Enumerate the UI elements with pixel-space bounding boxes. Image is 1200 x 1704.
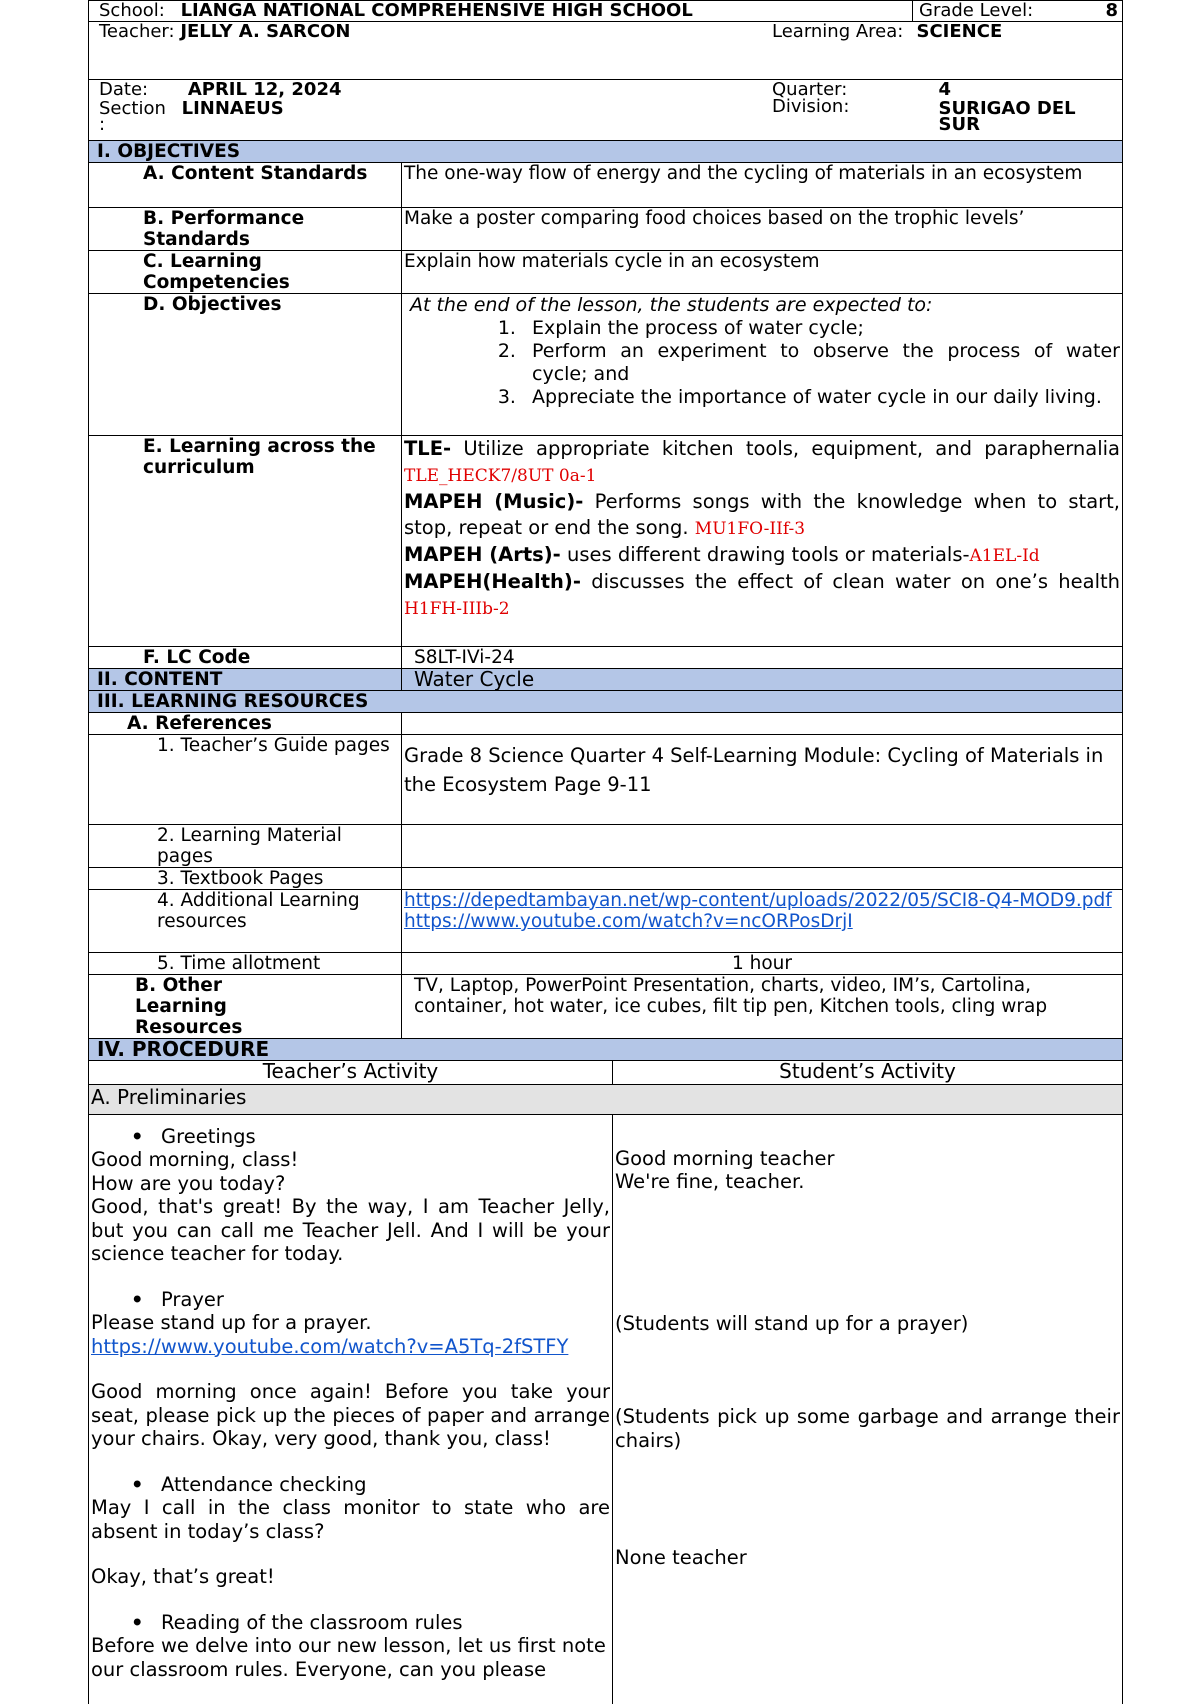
across-code: H1FH-IIIb-2 [404, 599, 510, 619]
across-subject: TLE- [404, 437, 452, 460]
across-code: TLE_HECK7/8UT 0a-1 [404, 466, 597, 486]
across-health [404, 569, 1120, 622]
across-subject: MAPEH (Music)- [404, 490, 584, 513]
lesson-plan-table [88, 0, 1123, 1061]
across-text: discusses the effect of clean water on one’s health [580, 570, 1120, 593]
across-subject: MAPEH (Arts)- [404, 543, 561, 566]
other-resources-label [89, 975, 402, 1039]
objective-item: 3. Appreciate the importance of water cycle in our daily living. [522, 386, 1120, 409]
prayer-video-link[interactable]: https://www.youtube.com/watch?v=A5Tq-2fSTFY [91, 1334, 569, 1358]
content-value: Water Cycle [402, 669, 1123, 691]
across-code: MU1FO-IIf-3 [694, 519, 806, 539]
division-cell [913, 101, 1123, 141]
attendance-line: May I call in the class monitor to state who are absent in today’s class? [91, 1496, 610, 1543]
teacher-name: JELLY A. SARCON [180, 21, 351, 42]
date-value: APRIL 12, 2024 [187, 79, 342, 100]
lc-code-label: F. LC Code [89, 647, 402, 669]
student-response: (Students pick up some garbage and arrange their chairs) [615, 1405, 1120, 1452]
greet-line: Good morning, class! [91, 1148, 299, 1171]
school-cell [89, 1, 913, 22]
resources-heading: III. LEARNING RESOURCES [89, 691, 1123, 713]
across-text: Performs songs with the knowledge when to start, stop, repeat or end the song. [404, 490, 1121, 539]
teachers-guide-value: Grade 8 Science Quarter 4 Self-Learning Module: Cycling of Materials in the Ecosystem Page 9-11 [402, 735, 1123, 825]
learning-competencies-label: C. Learning Competencies [89, 251, 402, 294]
objective-item: 2. Perform an experiment to observe the process of water cycle; and [522, 340, 1120, 386]
objectives-value [402, 294, 1123, 436]
section-label: Section [99, 100, 166, 119]
area-label: Learning Area: [772, 21, 904, 42]
objectives-intro: At the end of the lesson, the students are expected to: [410, 294, 933, 316]
greetings-item: • Greetings [91, 1125, 610, 1149]
across-code: A1EL-Id [969, 546, 1040, 566]
teacher-cell [89, 22, 913, 80]
student-response: We're fine, teacher. [615, 1170, 805, 1193]
area-cell [913, 22, 1123, 80]
area-value: SCIENCE [916, 21, 1003, 42]
procedure-heading: IV. PROCEDURE [89, 1039, 1123, 1061]
performance-standards-value: Make a poster comparing food choices based on the trophic levels’ [402, 208, 1123, 251]
greet-line: How are you today? [91, 1171, 286, 1195]
grade-value: 8 [1105, 0, 1118, 21]
quarter-value: 4 [938, 79, 952, 100]
section-colon: : [99, 113, 106, 135]
quarter-label: Quarter: [772, 79, 848, 100]
teacher-activity-heading: Teacher’s Activity [89, 1061, 613, 1084]
across-music [404, 489, 1120, 542]
learning-across-value [402, 436, 1123, 647]
time-allotment-label: 5. Time allotment [89, 953, 402, 975]
quarter-cell [913, 80, 1123, 101]
other-resources-value: TV, Laptop, PowerPoint Presentation, charts, video, IM’s, Cartolina, container, hot water, ice cubes, filt tip pen, Kitchen tools, cling wrap [402, 975, 1123, 1039]
references-label: A. References [89, 713, 402, 735]
learning-material-value [402, 825, 1123, 868]
section-cell [89, 96, 913, 141]
learning-material-label: 2. Learning Material pages [89, 825, 402, 868]
section-value: LINNAEUS [181, 100, 284, 119]
school-label: School: [99, 0, 165, 21]
additional-resources-label: 4. Additional Learning resources [89, 890, 402, 953]
additional-resources-value [402, 890, 1123, 953]
student-response: (Students will stand up for a prayer) [615, 1311, 969, 1335]
lesson-plan-page [88, 0, 1122, 1704]
prayer-line: Please stand up for a prayer. [91, 1311, 372, 1334]
across-subject: MAPEH(Health)- [404, 570, 581, 593]
student-activity-heading: Student’s Activity [613, 1061, 1123, 1084]
student-response: Good morning teacher [615, 1146, 835, 1170]
procedure-table [88, 1061, 1123, 1704]
student-activity-column [613, 1114, 1123, 1704]
time-allotment-value: 1 hour [402, 953, 1123, 975]
grade-label: Grade Level: [919, 0, 1034, 21]
across-tle [404, 436, 1120, 489]
learning-across-label: E. Learning across the curriculum [89, 436, 402, 647]
across-text: Utilize appropriate kitchen tools, equipment, and paraphernalia [451, 437, 1120, 460]
date-label: Date: [99, 79, 149, 100]
references-value [402, 713, 1123, 735]
greet-line: Good, that's great! By the way, I am Teacher Jelly, but you can call me Teacher Jell. And I will be your science teacher for today. [91, 1195, 610, 1265]
teachers-guide-label: 1. Teacher’s Guide pages [89, 735, 402, 825]
attendance-item: • Attendance checking [91, 1473, 610, 1497]
across-arts [404, 542, 1120, 569]
school-name: LIANGA NATIONAL COMPREHENSIVE HIGH SCHOOL [180, 0, 693, 21]
resource-link-module[interactable]: https://depedtambayan.net/wp-content/uploads/2022/05/SCI8-Q4-MOD9.pdf [404, 890, 1112, 911]
content-heading: II. CONTENT [89, 669, 402, 691]
content-standards-label: A. Content Standards [89, 163, 402, 208]
resource-link-video[interactable]: https://www.youtube.com/watch?v=ncORPosDrjI [404, 911, 853, 932]
lc-code-value: S8LT-IVi-24 [402, 647, 1123, 669]
objectives-label: D. Objectives [89, 294, 402, 436]
content-standards-value: The one-way flow of energy and the cycling of materials in an ecosystem [402, 163, 1123, 208]
textbook-value [402, 868, 1123, 890]
objectives-heading: I. OBJECTIVES [89, 141, 1123, 163]
teacher-label: Teacher: [99, 21, 175, 42]
student-response: None teacher [615, 1546, 747, 1569]
performance-standards-label: B. Performance Standards [89, 208, 402, 251]
grade-cell [913, 1, 1123, 22]
division-label: Division: [772, 96, 850, 117]
learning-competencies-value: Explain how materials cycle in an ecosystem [402, 251, 1123, 294]
rules-item: • Reading of the classroom rules [91, 1611, 610, 1635]
preliminaries-heading: A. Preliminaries [89, 1084, 1123, 1114]
textbook-label: 3. Textbook Pages [89, 868, 402, 890]
rules-line: Before we delve into our new lesson, let us first note our classroom rules. Everyone, can you please [91, 1634, 606, 1681]
prayer-item: • Prayer [91, 1288, 610, 1312]
attendance-line: Okay, that’s great! [91, 1565, 275, 1588]
teacher-activity-column [89, 1114, 613, 1704]
objective-item: 1. Explain the process of water cycle; [522, 317, 1120, 340]
across-text: uses different drawing tools or materials- [560, 543, 970, 566]
division-value: SURIGAO DEL SUR [938, 100, 1076, 135]
objectives-list [404, 317, 1120, 409]
seat-line: Good morning once again! Before you take your seat, please pick up the pieces of paper and arrange your chairs. Okay, very good, thank you, class! [91, 1380, 610, 1450]
other-resources-text: B. Other Learning Resources [135, 975, 243, 1038]
